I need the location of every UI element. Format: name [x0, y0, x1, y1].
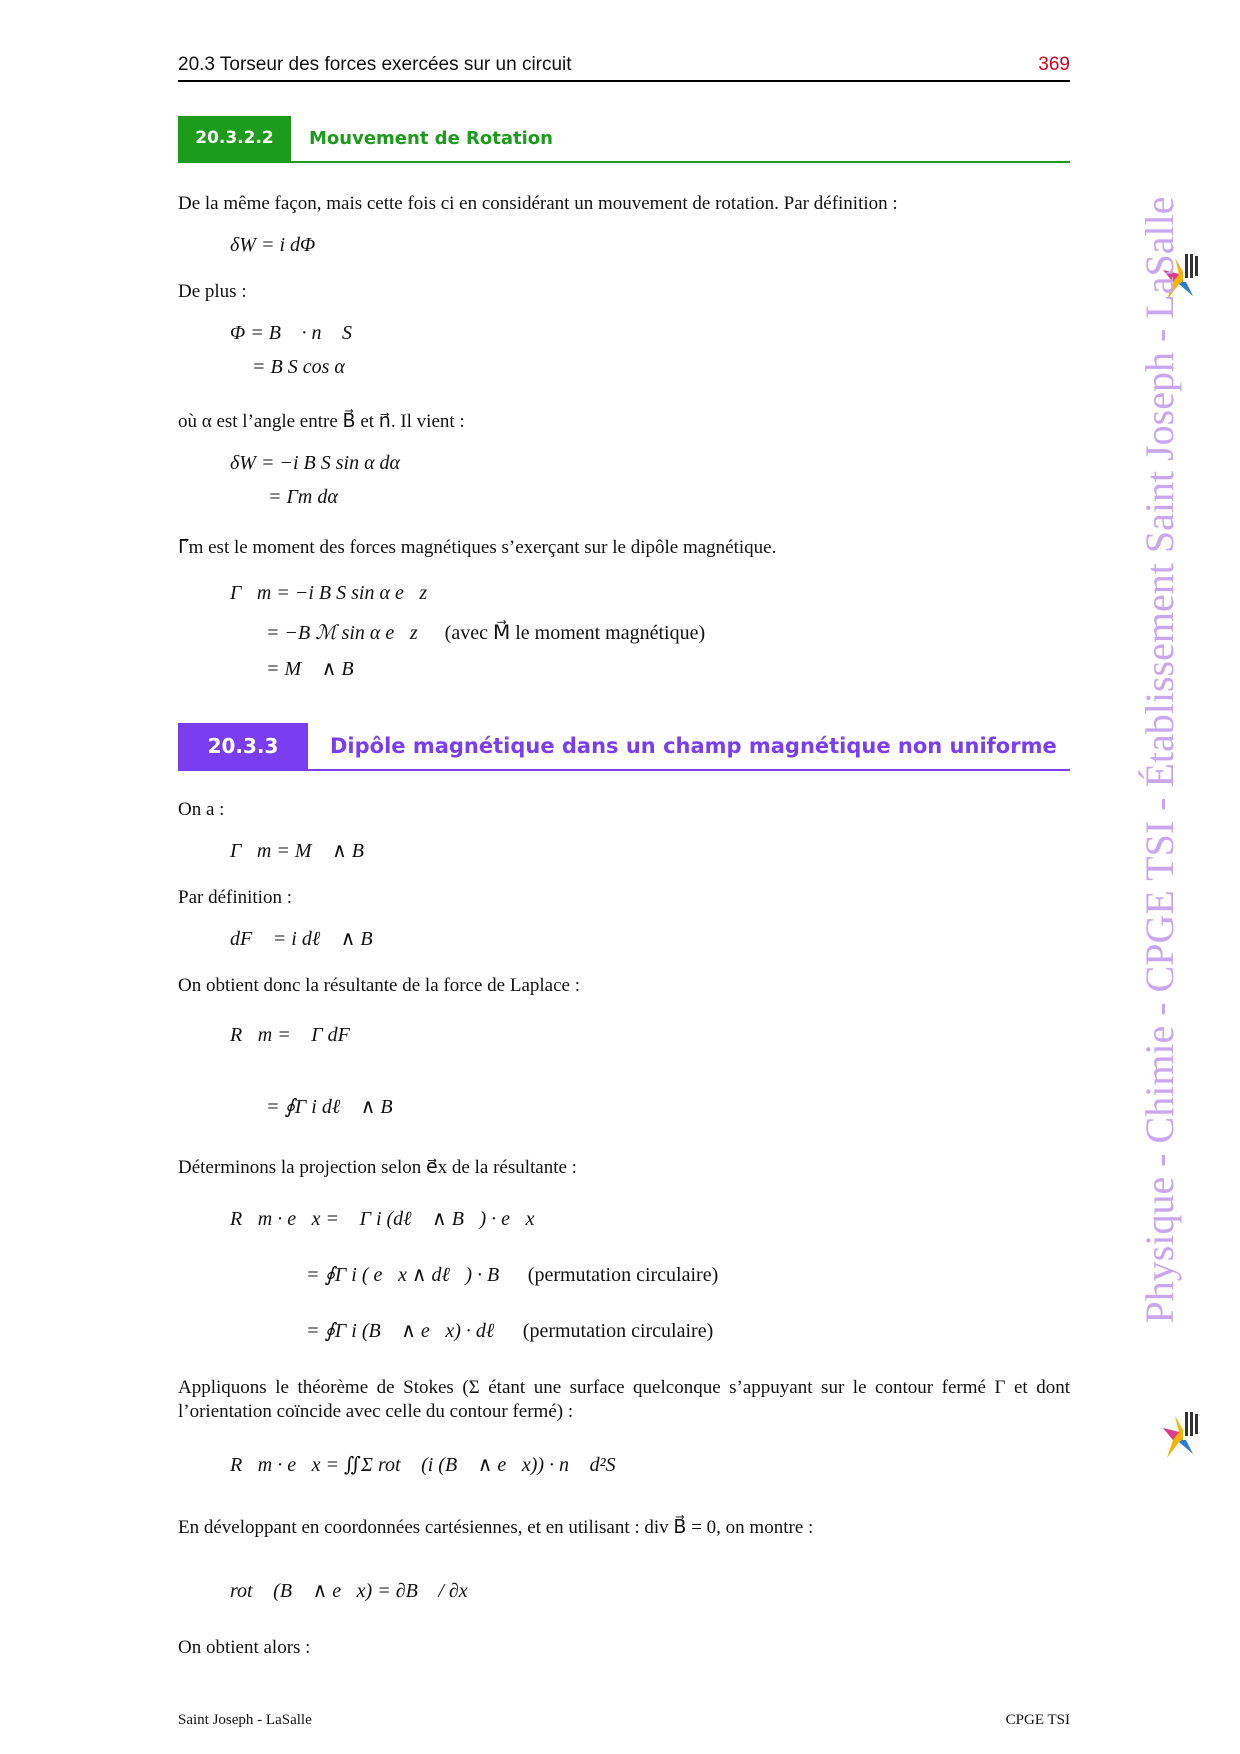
header-section-title: 20.3 Torseur des forces exercées sur un circuit — [178, 54, 572, 75]
paragraph: où α est l’angle entre B⃗ et n⃗. Il vient : — [178, 411, 465, 432]
section-rule — [178, 161, 1070, 163]
equation — [306, 1318, 713, 1343]
equation-body: = ∮Γ i (B⃗ ∧ e⃗x) · dℓ⃗ — [306, 1320, 510, 1342]
footer-right: CPGE TSI — [1005, 1712, 1070, 1728]
equation: dF⃗ = i dℓ⃗ ∧ B⃗ — [230, 928, 389, 950]
equation: = M⃗ ∧ B⃗ — [266, 658, 370, 680]
equation-note: (permutation circulaire) — [522, 1320, 714, 1342]
equation: = Γm dα — [268, 486, 338, 508]
paragraph: Déterminons la projection selon e⃗x de la résultante : — [178, 1157, 577, 1178]
equation: R⃗m = ∮Γ dF⃗ — [230, 1024, 366, 1046]
equation: R⃗m · e⃗x = ∬Σ rot⃗ (i (B⃗ ∧ e⃗x)) · n⃗ d²S — [230, 1454, 616, 1476]
section-rule — [178, 769, 1070, 771]
paragraph: On obtient alors : — [178, 1637, 311, 1658]
equation-note: (avec M⃗ le moment magnétique) — [444, 622, 706, 644]
page-number: 369 — [1038, 54, 1070, 75]
running-header — [178, 52, 1070, 82]
section-title: Mouvement de Rotation — [309, 128, 553, 149]
equation: Γ⃗m = M⃗ ∧ B⃗ — [230, 840, 380, 862]
sidebar-vertical-text: Physique - Chimie - CPGE TSI - Établissement Saint Joseph - LaSalle — [1137, 196, 1182, 1324]
equation: R⃗m · e⃗x = ∮Γ i (dℓ⃗ ∧ B⃗) · e⃗x — [230, 1208, 535, 1230]
footer-left: Saint Joseph - LaSalle — [178, 1712, 312, 1728]
equation-note: (permutation circulaire) — [527, 1264, 719, 1286]
equation — [266, 620, 705, 645]
equation-body: = ∮Γ i ( e⃗x ∧ dℓ⃗) · B⃗ — [306, 1264, 515, 1286]
section-number: 20.3.2.2 — [178, 116, 291, 161]
equation: δW = −i B S sin α dα — [230, 452, 401, 474]
section-heading-rotation — [178, 116, 1070, 163]
equation: δW = i dΦ — [230, 234, 316, 256]
paragraph: Γ⃗m est le moment des forces magnétiques s’exerçant sur le dipôle magnétique. — [178, 537, 777, 558]
section-title: Dipôle magnétique dans un champ magnétique non uniforme — [330, 734, 1057, 758]
paragraph: Par définition : — [178, 887, 292, 908]
paragraph: En développant en coordonnées cartésiennes, et en utilisant : div B⃗ = 0, on montre : — [178, 1517, 814, 1538]
equation: = B S cos α — [252, 356, 345, 378]
equation: = ∮Γ i dℓ⃗ ∧ B⃗ — [266, 1096, 409, 1118]
paragraph: On obtient donc la résultante de la force de Laplace : — [178, 975, 580, 996]
paragraph: De plus : — [178, 281, 247, 302]
section-number: 20.3.3 — [178, 723, 308, 769]
equation — [306, 1262, 718, 1287]
equation: rot⃗ (B⃗ ∧ e⃗x) = ∂B⃗ / ∂x — [230, 1580, 468, 1602]
star-logo-icon — [1155, 1408, 1205, 1466]
equation: Φ = B⃗ · n⃗ S — [230, 322, 353, 344]
paragraph: De la même façon, mais cette fois ci en considérant un mouvement de rotation. Par définition : — [178, 193, 898, 214]
section-heading-dipole — [178, 723, 1070, 771]
paragraph: Appliquons le théorème de Stokes (Σ étant une surface quelconque s’appuyant sur le contour fermé Γ et dont l’orientation coïncide avec celle du contour fermé) : — [178, 1377, 1070, 1422]
paragraph: On a : — [178, 799, 225, 820]
equation-body: = −B ℳ sin α e⃗z — [266, 622, 418, 644]
equation: Γ⃗m = −i B S sin α e⃗z — [230, 582, 428, 604]
